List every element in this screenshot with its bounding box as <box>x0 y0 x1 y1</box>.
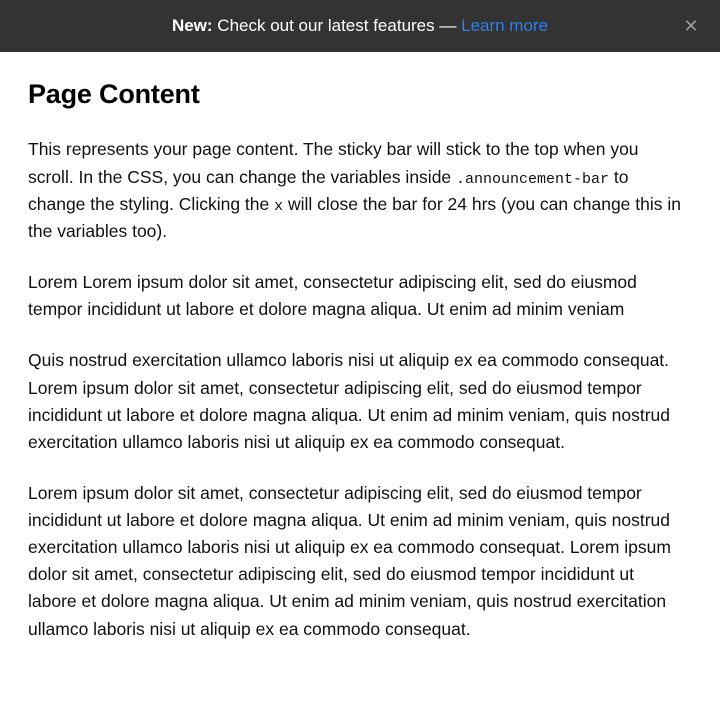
lorem-paragraph-3: Lorem ipsum dolor sit amet, consectetur adipiscing elit, sed do eiusmod tempor incididunt ut labore et dolore magna aliqua. Ut enim ad minim veniam, quis nostrud exercitation ullamco laboris nisi ut aliquip ex ea commodo consequat. Lorem ipsum dolor sit amet, consectetur adipiscing elit, sed do eiusmod tempor incididunt ut labore et dolore magna aliqua. Ut enim ad minim veniam, quis nostrud exercitation ullamco laboris nisi ut aliquip ex ea commodo consequat. <box>28 482 671 639</box>
announcement-bar <box>0 0 720 52</box>
code-announcement-bar: .announcement-bar <box>456 170 610 188</box>
lorem-paragraph-1: Lorem Lorem ipsum dolor sit amet, consectetur adipiscing elit, sed do eiusmod tempor incididunt ut labore et dolore magna aliqua. Ut enim ad minim veniam <box>28 272 637 320</box>
announcement-text <box>172 16 548 36</box>
page-title: Page Content <box>28 79 200 109</box>
page-content <box>0 52 720 643</box>
intro-text-part-2: to change the styling. Clicking the <box>28 166 629 214</box>
intro-text-part-3: will close the bar for 24 hrs (you can change this in the variables too). <box>28 193 681 242</box>
code-close-x: x <box>274 197 284 215</box>
announcement-message: Check out our latest features <box>217 15 435 35</box>
lorem-paragraph-2: Quis nostrud exercitation ullamco laboris nisi ut aliquip ex ea commodo consequat. Lorem ipsum dolor sit amet, consectetur adipiscing elit, sed do eiusmod tempor incididunt ut labore et dolore magna aliqua. Ut enim ad minim veniam, quis nostrud exercitation ullamco laboris nisi ut aliquip ex ea commodo consequat. <box>28 350 671 452</box>
intro-text-part-1: This represents your page content. The sticky bar will stick to the top when you scroll. In the CSS, you can change the variables inside <box>28 139 639 187</box>
announcement-dash: — <box>439 15 457 35</box>
announcement-badge: New: <box>171 15 213 35</box>
learn-more-link[interactable]: Learn more <box>461 15 549 35</box>
intro-paragraph <box>28 136 684 245</box>
close-icon[interactable]: ✕ <box>676 11 706 41</box>
